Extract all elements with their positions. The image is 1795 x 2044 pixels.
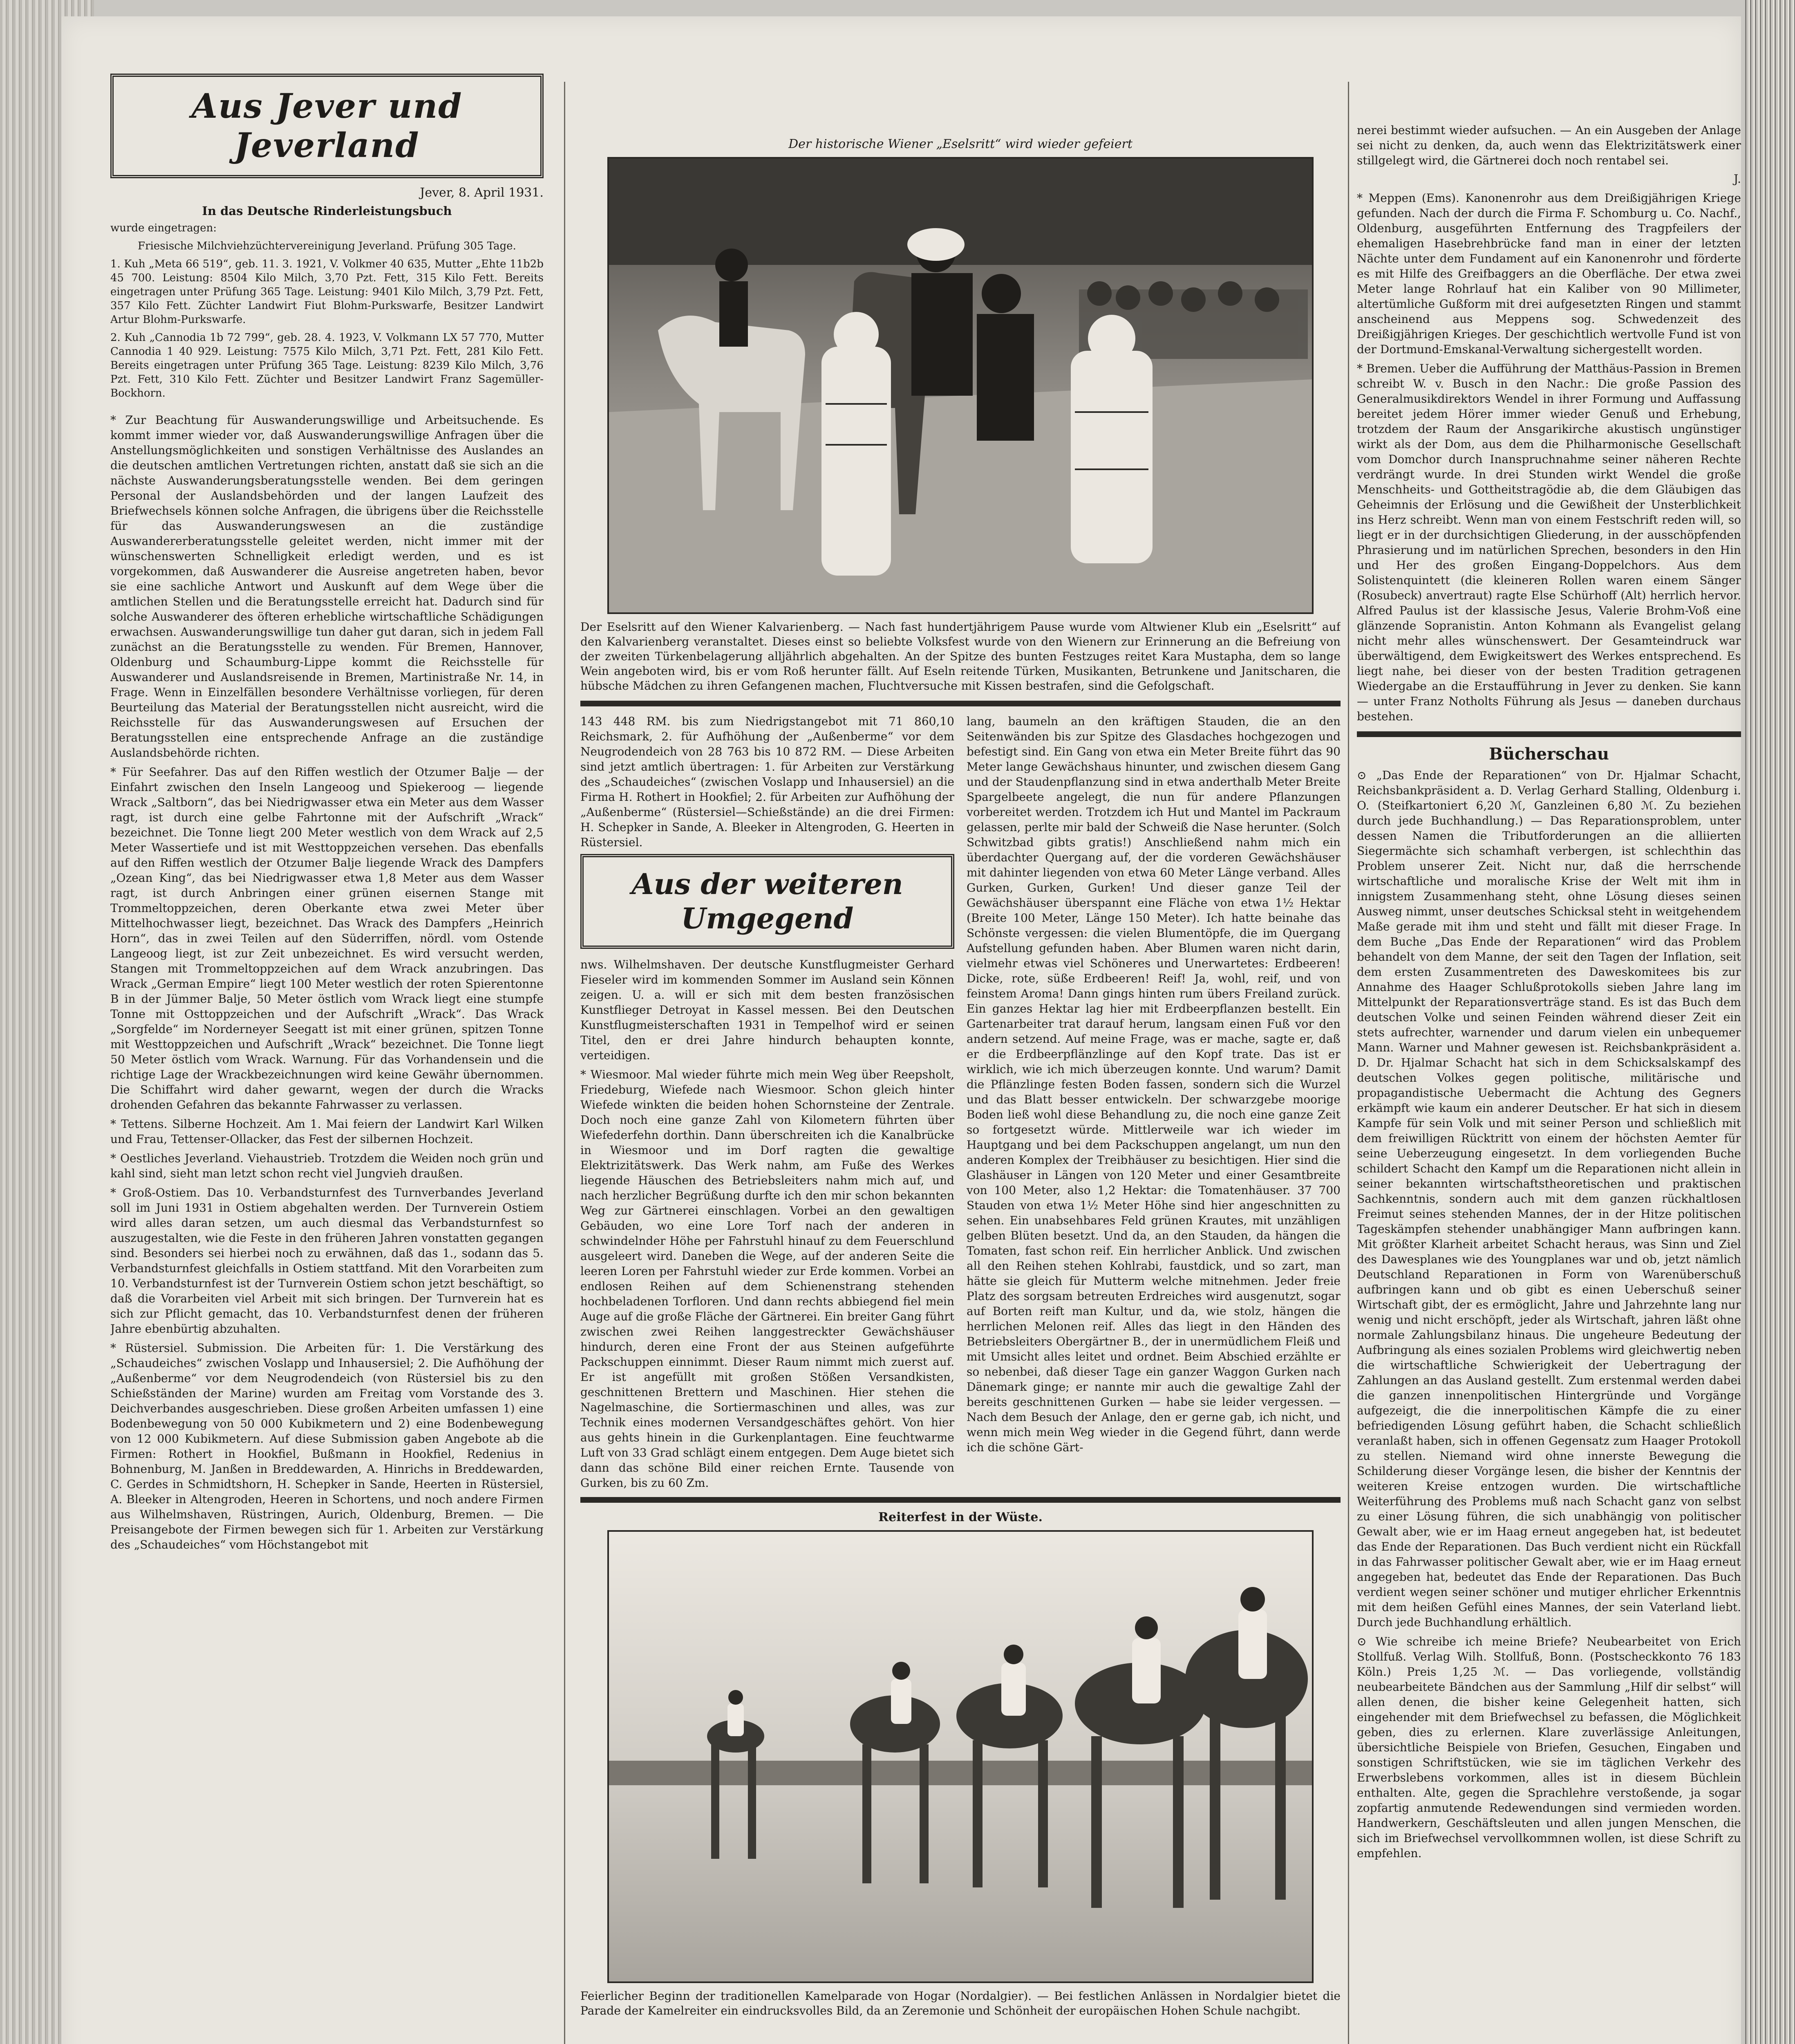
photo-title: Reiterfest in der Wüste. [878,1510,1043,1524]
article-paragraph: ⊙ „Das Ende der Reparationen“ von Dr. Hjalmar Schacht, Reichsbankpräsident a. D. Verlag Gerhard Stalling, Oldenburg i. O. (Steifkartoniert 6,20 ℳ, Ganzleinen 6,80 ℳ. Zu beziehen durch jede Buchhandlung.) — Das Reparationsproblem, unter dessen Namen die Tributforderungen an die alliierten Siegermächte sich schamhaft verbergen, ist schlechthin das Problem unserer Zeit. Nicht nur, daß die herrschende wirtschaftliche und moralische Krise der Welt mit ihm in innigstem Zusammenhang steht, ohne Lösung dieses seinen Ausweg nimmt, unser deutsches Schicksal steht in weitgehendem Maße gerade mit ihm und steht und fällt mit dieser Frage. In dem Buche „Das Ende der Reparationen“ wird das Problem behandelt von dem Manne, der seit den Tagen der Inflation, seit dem ersten Zusammentreten des Daweskomitees bis zur Annahme des Haager Schlußprotokolls sieben Jahre lang im Mittelpunkt der Reparationsverträge stand. Es ist das Buch dem deutschen Volke und seinen Feinden während dieser Zeit ein stets aufrechter, warnender und darum vielen ein unbequemer Mann. Warner und Mahner gewesen ist. Reichsbankpräsident a. D. Dr. Hjalmar Schacht hat sich in dem Schicksalskampf des deutschen Volkes gegen politische, militärische und propagandistische Uebermacht die Achtung des Gegners erkämpft wie kaum ein anderer Deutscher. Er hat sich in diesem Kampfe für sein Volk und mit seiner Person und schließlich mit dem freiwilligen Rücktritt von einem der höchsten Aemter für seine Ueberzeugung eingesetzt. In dem vorliegenden Buche schildert Schacht den Kampf um die Reparationen nicht allein in seiner bekannten wirtschaftstheoretischen und praktischen Sachkenntnis, sondern auch mit dem ganzen rückhaltlosen Freimut seines stehenden Mannes, der in der Hitze politischen Tageskämpfen stehender unabhängiger Mann aufbringen kann. Mit größter Klarheit arbeitet Schacht heraus, was Sinn und Ziel des Dawesplanes wie des Youngplanes war und ob, jetzt nämlich Deutschland Reparationen in Form von Warenüberschuß aufbringen kann und ob gibt es einen Ueberschuß seiner Wirtschaft gibt, der es ermöglicht, Jahre und Jahrzehnte lang nur wenig und nicht erschöpft, jeder als Wirtschaft, jahren läßt ohne normale Zahlungsbilanz hinaus. Die ungeheure Bedeutung der Aufbringung als eines sozialen Problems wird gleichwertig neben die wirtschaftliche Schwierigkeit der Uebertragung der Zahlungen an das Ausland gestellt. Zum erstenmal werden dabei die ganzen innenpolitischen Hintergründe und Vorgänge aufgezeigt, die die innerpolitischen Kämpfe die zu einer befriedigenden Lösung geführt haben, die Schacht schließlich veranlaßt haben, sich in offenen Gegensatz zum Haager Protokoll zu stellen. Niemand wird ohne innerste Bewegung die Schilderung dieser Vorgänge lesen, die bisher der Kenntnis der weiteren Kreise entzogen wurden. Die wirtschaftliche Weiterführung des Problems muß nach Schacht ganz von selbst zu einer Lösung führen, die sich unabhängig von politischer Gewalt aber, wie er im Haag erneut angegeben hat, ist bedeutet das Ende der Reparationen. Das Buch verdient nicht ein Rückfall in das Fahrwasser politischer Gewalt aber, wie er im Haag erneut angegeben hat, bedeutet das Ende der Reparationen. Das Buch verdient wegen seiner schöner und mutiger ehrlicher Erkenntnis mit dem heißen Gefühl eines Mannes, der sein Vaterland liebt. Durch jede Buchhandlung erhältlich. [1357,769,1741,1629]
photo-caption: Der Eselsritt auf den Wiener Kalvarienberg. — Nach fast hundertjährigem Pause wurde vom Altwiener Klub ein „Eselsritt“ auf den Kalvarienberg veranstaltet. Dieses einst so beliebte Volksfest wurde von den Wienern zur Erinnerung an die Befreiung von der zweiten Türkenbelagerung alljährlich abgehalten. An der Spitze des bunten Festzuges reitet Kara Mustapha, dem so lange Wein angeboten wird, bis er vom Roß herunter fällt. Auf Eseln reitende Türken, Musikanten, Betrunkene und Janitscharen, die hübsche Mädchen zu ihren Gefangenen machen, Fluchtversuche mit Kissen bestrafen, sind die Gefolgschaft. [580,620,1341,693]
org-text: Friesische Milchviehzüchtervereinigung Jeverland. Prüfung 305 Tage. [138,240,516,252]
photo-camel-parade [607,1530,1314,1983]
photo-donkey-ride [607,157,1314,614]
horizontal-rule [580,1497,1341,1503]
photo-caption: Feierlicher Beginn der traditionellen Kamelparade von Hogar (Nordalgier). — Bei festlichen Anlässen in Nordalgier bietet die Parade der Kamelreiter ein eindrucksvolles Bild, da an Zeremonie und Schönheit der europäischen Hohen Schule nachgibt. [580,1989,1341,2017]
article-paragraph: * Wiesmoor. Mal wieder führte mich mein Weg über Reepsholt, Friedeburg, Wiefede nach Wiesmoor. Schon gleich hinter Wiefede winkten die beiden hohen Schornsteine der Zentrale. Doch noch eine ganze Zahl von Kilometern führten über Wiefederfehn dorthin. Dann überschreiten ich die Kanalbrücke in Wiesmoor und im Dorf ragten die gewaltige Elektrizitätswerk. Das Werk nahm, am Fuße des Werkes liegende Häuschen des Betriebsleiters nahm mich auf, und nach herzlicher Begrüßung durfte ich den mir schon bekannten Weg zur Gärtnerei einschlagen. Vorbei an den gewaltigen Gebäuden, wo eine Lore Torf nach der anderen in schwindelnder Höhe per Fahrstuhl hinauf zu dem Feuerschlund ausgeleert wird. Daneben die Wege, auf der anderen Seite die leeren Loren per Fahrstuhl wieder zur Erde kommen. Vorbei an endlosen Reihen auf dem Schienenstrang stehenden hochbeladenen Torfloren. Und dann rechts abbiegend fiel mein Auge auf die große Fläche der Gärtnerei. Ein breiter Gang führt zwischen zwei Reihen langgestreckter Gewächshäuser hindurch, deren eine Front der aus Steinen aufgeführte Packschuppen einnimmt. Dieser Raum nimmt mich zuerst auf. Er ist angefüllt mit großen Stößen Versandkisten, geschnittenen Brettern und Maschinen. Hier stehen die Nagelmaschine, die Sortiermaschinen und alles, was zur Technik eines modernen Versandgeschäftes gehört. Von hier aus gehts hinein in die Gurkenplantagen. Eine feuchtwarme Luft von 33 Grad schlägt einem entgegen. Dem Auge bietet sich dann das schöne Bild einer reichen Ernte. Tausende von Gurken, bis zu 60 Zm. [580,1068,954,1490]
cow-entry: 1. Kuh „Meta 66 519“, geb. 11. 3. 1921, V. Volkmer 40 635, Mutter „Ehte 11b2b 45 700. Leistung: 8504 Kilo Milch, 3,70 Pzt. Fett, 315 Kilo Fett. Bereits eingetragen unter Prüfung 365 Tage. Leistung: 9401 Kilo Milch, 3,79 Pzt. Fett, 357 Kilo Fett. Züchter Landwirt Fiut Blohm-Purkswarfe, Besitzer Landwirt Artur Blohm-Purkswarfe. [110,258,544,326]
horizontal-rule [1357,731,1741,737]
article-paragraph: * Groß-Ostiem. Das 10. Verbandsturnfest des Turnverbandes Jeverland soll im Juni 1931 in Ostiem abgehalten werden. Der Turnverein Ostiem wird alles daran setzen, um auch diesmal das Verbandsturnfest so auszugestalten, wie die Feste in den früheren Jahren vonstatten gegangen sind. Besonders sei hierbei noch zu erwähnen, daß das 1., sodann das 5. Verbandsturnfest gleichfalls in Ostiem stattfand. Mit den Vorarbeiten zum 10. Verbandsturnfest ist der Turnverein Ostiem schon jetzt beschäftigt, so daß die Vorarbeiten viel Arbeit mit sich bringen. Der Turnverein hat es sich zur Pflicht gemacht, das 10. Verbandsturnfest denen der früheren Jahre ebenbürtig abzuhalten. [110,1186,544,1336]
article-paragraph: * Zur Beachtung für Auswanderungswillige und Arbeitsuchende. Es kommt immer wieder vor, daß Auswanderungswillige Anfragen über die Anstellungsmöglichkeiten und sonstigen Verhältnisse des Auslandes an die deutschen amtlichen Vertretungen richten, anstatt daß sie sich an die nächste Auswanderungsberatungsstelle wenden. Bei dem geringen Personal der Auslandsbehörden und der langen Laufzeit des Briefwechsels können solche Anfragen, die übrigens über die Reichsstelle für das Auswanderungswesen an die zuständige Auswandererberatungsstelle geleitet werden, nicht immer mit der wünschenswerten Schnelligkeit erledigt werden, und es ist vorgekommen, daß Auswanderer die Ausreise angetreten haben, bevor sie eine sachliche Antwort und Auskunft auf dem Wege über die amtlichen Stellen und die Beratungsstelle erreicht hat. Dadurch sind für solche Auswanderer des öfteren erhebliche wirtschaftliche Schädigungen erwachsen. Auswanderungswillige tun daher gut daran, sich in jedem Fall zunächst an die Beratungsstelle zu wenden. Für Bremen, Hannover, Oldenburg und Schaumburg-Lippe kommt die Reichsstelle für Auswanderer und Auslandsreisende in Bremen, Martinistraße Nr. 14, in Frage. Wenn in Einzelfällen besondere Verhältnisse vorliegen, für deren Beurteilung das Material der Beratungsstellen nicht ausreicht, wird die Reichsstelle für das Auswanderungswesen auf Ersuchen der Beratungsstellen eine entsprechende Anfrage an die zuständige Auslandsbehörde richten. [110,413,544,760]
article-paragraph: 143 448 RM. bis zum Niedrigstangebot mit 71 860,10 Reichsmark, 2. für Aufhöhung der „Außenberme“ vor dem Neugrodendeich von 28 763 bis 10 872 RM. — Diese Arbeiten sind jetzt amtlich übertragen: 1. für Arbeiten zur Verstärkung des „Schaudeiches“ (zwischen Voslapp und Inhausersiel) an die Firma H. Rothert in Hookfiel; 2. für Arbeiten zur Aufhöhung der „Außenberme“ (Rüstersiel—Schießstände) an die drei Firmen: H. Schepker in Sande, A. Bleeker in Altengroden, G. Heerten in Rüstersiel. [580,715,954,849]
article-paragraph: ⊙ Wie schreibe ich meine Briefe? Neubearbeitet von Erich Stollfuß. Verlag Wilh. Stollfuß, Bonn. (Postscheckkonto 76 183 Köln.) Preis 1,25 ℳ. — Das vorliegende, vollständig neubearbeitete Bändchen aus der Sammlung „Hilf dir selbst“ will allen denen, die bisher keine Gelegenheit hatten, sich eingehender mit dem Briefwechsel zu befassen, die Möglichkeit geben, dies zu erlernen. Klare zuverlässige Anleitungen, übersichtliche Beispiele von Briefen, Gesuchen, Eingaben und sonstigen Schriftstücken, wie sie im täglichen Verkehr des Erwerbslebens vorkommen, alles ist in diesem Büchlein enthalten. Alte, gegen die Sprachlehre verstoßende, ja sogar zopfartig anmutende Redewendungen sind vermieden worden. Handwerkern, Geschäftsleuten und allen jungen Menschen, die sich im Briefwechsel vervollkommnen wollen, ist diese Schrift zu empfehlen. [1357,1635,1741,1860]
column-rule [1348,82,1349,2044]
horizontal-rule [580,701,1341,706]
cow-entry: 2. Kuh „Cannodia 1b 72 799“, geb. 28. 4. 1923, V. Volkmann LX 57 770, Mutter Cannodia 1 40 929. Leistung: 7575 Kilo Milch, 3,71 Pzt. Fett, 281 Kilo Fett. Bereits eingetragen unter Prüfung 365 Tage. Leistung: 8239 Kilo Milch, 3,76 Pzt. Fett, 310 Kilo Fett. Züchter und Besitzer Landwirt Franz Sagemüller-Bockhorn. [110,332,544,399]
article-paragraph: * Meppen (Ems). Kanonenrohr aus dem Dreißigjährigen Kriege gefunden. Nach der durch die Firma F. Schomburg u. Co. Nachf., Oldenburg, ausgeführten Entfernung des Tragpfeilers der ehemaligen Hasebrehbrücke fand man in einer der letzten Nächte unter dem Fundament auf ein Kanonenrohr und förderte es mit Hilfe des Greifbaggers an die Oberfläche. Der etwa zwei Meter lange Rohrlauf hat ein Kaliber von 90 Millimeter, altertümliche Gußform mit drei aufgesetzten Ringen und stammt anscheinend aus Meppens sog. Schwedenzeit des Dreißigjährigen Krieges. Der geschichtlich wertvolle Fund ist von der Dortmund-Emskanal-Verwaltung sichergestellt worden. [1357,191,1741,356]
column-right [1357,123,1741,1865]
section-heading: Bücherschau [1489,744,1609,764]
article-paragraph: nerei bestimmt wieder aufsuchen. — An ein Ausgeben der Anlage sei nicht zu denken, da, auch wenn das Elektrizitätswerk einer stillgelegt wird, die Gärtnerei doch noch rentabel sei. [1357,123,1741,167]
subcolumn-left [580,714,954,1495]
photo-title: Der historische Wiener „Eselsritt“ wird wieder gefeiert [788,137,1133,151]
article-paragraph: * Für Seefahrer. Das auf den Riffen westlich der Otzumer Balje — der Einfahrt zwischen den Inseln Langeoog und Spiekeroog — liegende Wrack „Saltborn“, das bei Niedrigwasser etwa ein Meter aus dem Wasser ragt, ist durch eine gelbe Fahrtonne mit der Aufschrift „Wrack“ bezeichnet. Die Tonne liegt 200 Meter westlich von dem Wrack auf 2,5 Meter Wassertiefe und ist mit Westtoppzeichen versehen. Das ebenfalls auf den Riffen westlich der Otzumer Balje liegende Wrack des Dampfers „Ozean King“, das bei Niedrigwasser etwa 1,8 Meter aus dem Wasser ragt, ist durch Anbringen einer grünen eisernen Stange mit Trommeltoppzeichen, deren Oberkante etwa zwei Meter über Mittelhochwasser liegt, bezeichnet. Das Wrack des Dampfers „Heinrich Horn“, das in zwei Teilen auf den Süderriffen, nördl. vom Ostende Langeoog liegt, ist zur Zeit unbezeichnet. Es wird versucht werden, Stangen mit Trommeltoppzeichen auf dem Wrack anzubringen. Das Wrack „German Empire“ liegt 100 Meter westlich der roten Spierentonne B in der Jümmer Balje, 50 Meter östlich vom Wrack liegt eine stumpfe Tonne mit Osttoppzeichen und der Aufschrift „Wrack“. Das Wrack „Sorgfelde“ im Norderneyer Seegatt ist mit einer grünen, spitzen Tonne mit Westtoppzeichen und Aufschrift „Wrack“ bezeichnet. Die Tonne liegt 50 Meter östlich vom Wrack. Warnung. Für das Vorhandensein und die richtige Lage der Wrackbezeichnungen wird keine Gewähr übernommen. Die Schiffahrt wird daher gewarnt, wegen der durch die Wracks drohenden Gefahren das bekannte Fahrwasser zu verlassen. [110,765,544,1112]
masthead-box [110,74,544,178]
article-paragraph: nws. Wilhelmshaven. Der deutsche Kunstflugmeister Gerhard Fieseler wird im kommenden Sommer im Ausland sein Können zeigen. U. a. will er sich mit dem besten französischen Kunstflieger Detroyat in Kassel messen. Bei den Deutschen Kunstflugmeisterschaften 1931 in Tempelhof wird er seinen Titel, den er drei Jahre hindurch behaupten konnte, verteidigen. [580,958,954,1062]
section-title-box [580,854,954,949]
masthead-title: Aus Jever und Jeverland [191,87,463,165]
photo-image [609,159,1312,612]
column-rule [564,82,565,2044]
column-local-news [110,0,544,1556]
photo-image [609,1532,1312,1981]
article-paragraph: * Bremen. Ueber die Aufführung der Matthäus-Passion in Bremen schreibt W. v. Busch in den Nachr.: Die große Passion des Generalmusikdirektors Wendel in ihrer Formung und Auffassung bereitet jedem Hörer immer wieder Genuß und Erhebung, trotzdem der Raum der Ansgarikirche akustisch ungünstiger wirkt als der Dom, aus dem die Philharmonische Gesellschaft vom Domchor durch Inanspruchnahme seiner näheren Rechte verdrängt wurde. In drei Stunden wirkt Wendel die große Menschheits- und Gottheitstragödie ab, die dem Gläubigen das Geheimnis der Erlösung und die Gewißheit der Unsterblichkeit ins Herz schreibt. Wenn man von einem Festschrift reden will, so liegt er in der durchsichtigen Gliederung, in der ausschöpfenden Phrasierung und im natürlichen Sprechen, besonders in den Hin und Her des großen Eingang-Doppelchors. Aus dem Solistenquintett (die kleineren Rollen waren einem Sänger (Rosubeck) anvertraut) ragte Else Schürhoff (Alt) herrlich hervor. Alfred Paulus ist der klassische Jesus, Valerie Brohm-Voß eine glänzende Sopranistin. Anton Kohmann als Evangelist gelang nicht mehr alles wünschenswert. Der Gesamteindruck war überwältigend, dem Ewigkeitswert des Werkes entsprechend. Es liegt nahe, bei dieser von der besten Tradition getragenen Wiedergabe an die Erstaufführung in Jever zu denken. Sie kann — unter Franz Notholts Führung als Jesus — daneben durchaus bestehen. [1357,362,1741,723]
article-paragraph: * Rüstersiel. Submission. Die Arbeiten für: 1. Die Verstärkung des „Schaudeiches“ zwischen Voslapp und Inhausersiel; 2. Die Aufhöhung der „Außenberme“ vor dem Neugrodendeich (von Rüstersiel bis zu den Schießständen der Marine) wurden am Freitag vom Vorstande des 3. Deichverbandes ausgeschrieben. Diese großen Arbeiten umfassen 1) eine Bodenbewegung von 50 000 Kubikmetern und 2) eine Bodenbewegung von 12 000 Kubikmetern. Auf diese Submission gaben Angebote ab die Firmen: Rothert in Hookfiel, Bußmann in Hookfiel, Redenius in Bohnenburg, M. Janßen in Breddewarden, A. Hinrichs in Breddewarden, C. Gerdes in Schmidtshorn, H. Schepker in Sande, Heerten in Rüstersiel, A. Bleeker in Altengroden, Heeren in Schortens, und noch andere Firmen aus Wilhelmshaven, Rüstringen, Aurich, Oldenburg, Bremen. — Die Preisangebote der Firmen bewegen sich für 1. Arbeiten zur Verstärkung des „Schaudeiches“ vom Höchstangebot mit [110,1341,544,1551]
dateline: Jever, 8. April 1931. [420,186,544,200]
column-center [580,137,1341,2018]
two-column-text [580,714,1341,1495]
article-paragraph: * Oestliches Jeverland. Viehaustrieb. Trotzdem die Weiden noch grün und kahl sind, sieht man letzt schon recht viel Jungvieh draußen. [110,1152,544,1180]
subcolumn-right [967,714,1341,1495]
author-signature: J. [1734,172,1741,186]
intro-text: wurde eingetragen: [110,222,217,234]
page-stack-edge [1745,0,1795,2044]
section-title: Aus der weiteren Umgegend [631,867,903,935]
article-paragraph: * Tettens. Silberne Hochzeit. Am 1. Mai feiern der Landwirt Karl Wilken und Frau, Tettenser-Ollacker, das Fest der silbernen Hochzeit. [110,1117,544,1146]
article-paragraph: lang, baumeln an den kräftigen Stauden, die an den Seitenwänden bis zur Spitze des Glasdaches hochgezogen und befestigt sind. Ein Gang von etwa ein Meter Breite führt das 90 Meter lange Gewächshaus hinunter, und zwischen diesem Gang und der Staudenpflanzung sind in etwa anderthalb Meter Breite Spargelbeete angelegt, die nun für andere Pflanzungen vorbereitet werden. Trotzdem ich Hut und Mantel im Packraum gelassen, perlte mir bald der Schweiß die Nase herunter. (Solch Schwitzbad gibts gratis!) Anschließend nahm mich ein überdachter Quergang auf, der die vorderen Gewächshäuser mit dahinter liegenden von etwa 60 Meter Länge verband. Alles Gurken, Gurken, Gurken! Und dieser ganze Teil der Gewächshäuser überspannt eine Fläche von etwa 1½ Hektar (Breite 100 Meter, Länge 150 Meter). Ich hatte beinahe das Schönste vergessen: die vielen Blumentöpfe, die im Quergang Aufstellung gefunden haben. Aber Blumen waren nicht darin, vielmehr etwas viel Schöneres und Unerwartetes: Erdbeeren! Dicke, rote, süße Erdbeeren! Reif! Ja, wohl, reif, und von feinstem Aroma! Dann gings hinten rum übers Freiland zurück. Ein ganzes Hektar lag hier mit Erdbeerpflanzen bestellt. Ein Gartenarbeiter trat darauf herum, langsam einen Fuß vor den andern setzend. Auf meine Frage, was er mache, sagte er, daß er die Erdbeerpflänzlinge auf den Kopf trate. Das ist er wirklich, wie ich mich überzeugen konnte. Und warum? Damit die Pflänzlinge festen Boden fassen, sondern sich die Wurzel und das Blatt besser entwickeln. Der schwarzgebe moorige Boden ließ wohl diese Behandlung zu, die noch eine ganze Zeit so fortgesetzt würde. Mittlerweile war ich wieder im Hauptgang und bei dem Packschuppen angelangt, um nun den anderen Komplex der Treibhäuser zu besichtigen. Hier sind die Glashäuser in Längen von 120 Meter und einer Gesamtbreite von 100 Meter, also 1,2 Hektar: die Tomatenhäuser. 37 700 Stauden von etwa 1½ Meter Höhe sind hier angeschnitten zu sehen. Ein unabsehbares Feld grünen Krautes, mit unzähligen gelben Blüten besetzt. Und da, an den Stauden, da hängen die Tomaten, fast schon reif. Ein herrlicher Anblick. Und zwischen all den Reihen stehen Kohlrabi, faustdick, und so zart, man hätte sie gleich für Mutterm welche mitnehmen. Jeder freie Platz des sorgsam betreuten Erdreiches wird ausgenutzt, sogar auf Borten reift man Kultur, und da, wie stolz, hängen die herrlichen Melonen reif. Alles das liegt in den Händen des Betriebsleiters Obergärtner B., der in unermüdlichem Fleiß und mit Umsicht alles leitet und ordnet. Beim Abschied erzählte er so nebenbei, daß dieser Tage ein ganzer Waggon Gurken nach Dänemark ginge; er nannte mir auch die gewaltige Zahl der bereits geschnittenen Gurken — habe sie leider vergessen. — Nach dem Besuch der Anlage, den er gerne gab, ich nicht, und wenn mich mein Weg wieder in die Gegend führt, dann werde ich die schöne Gärt- [967,715,1341,1454]
subheading: In das Deutsche Rinderleistungsbuch [202,204,452,218]
